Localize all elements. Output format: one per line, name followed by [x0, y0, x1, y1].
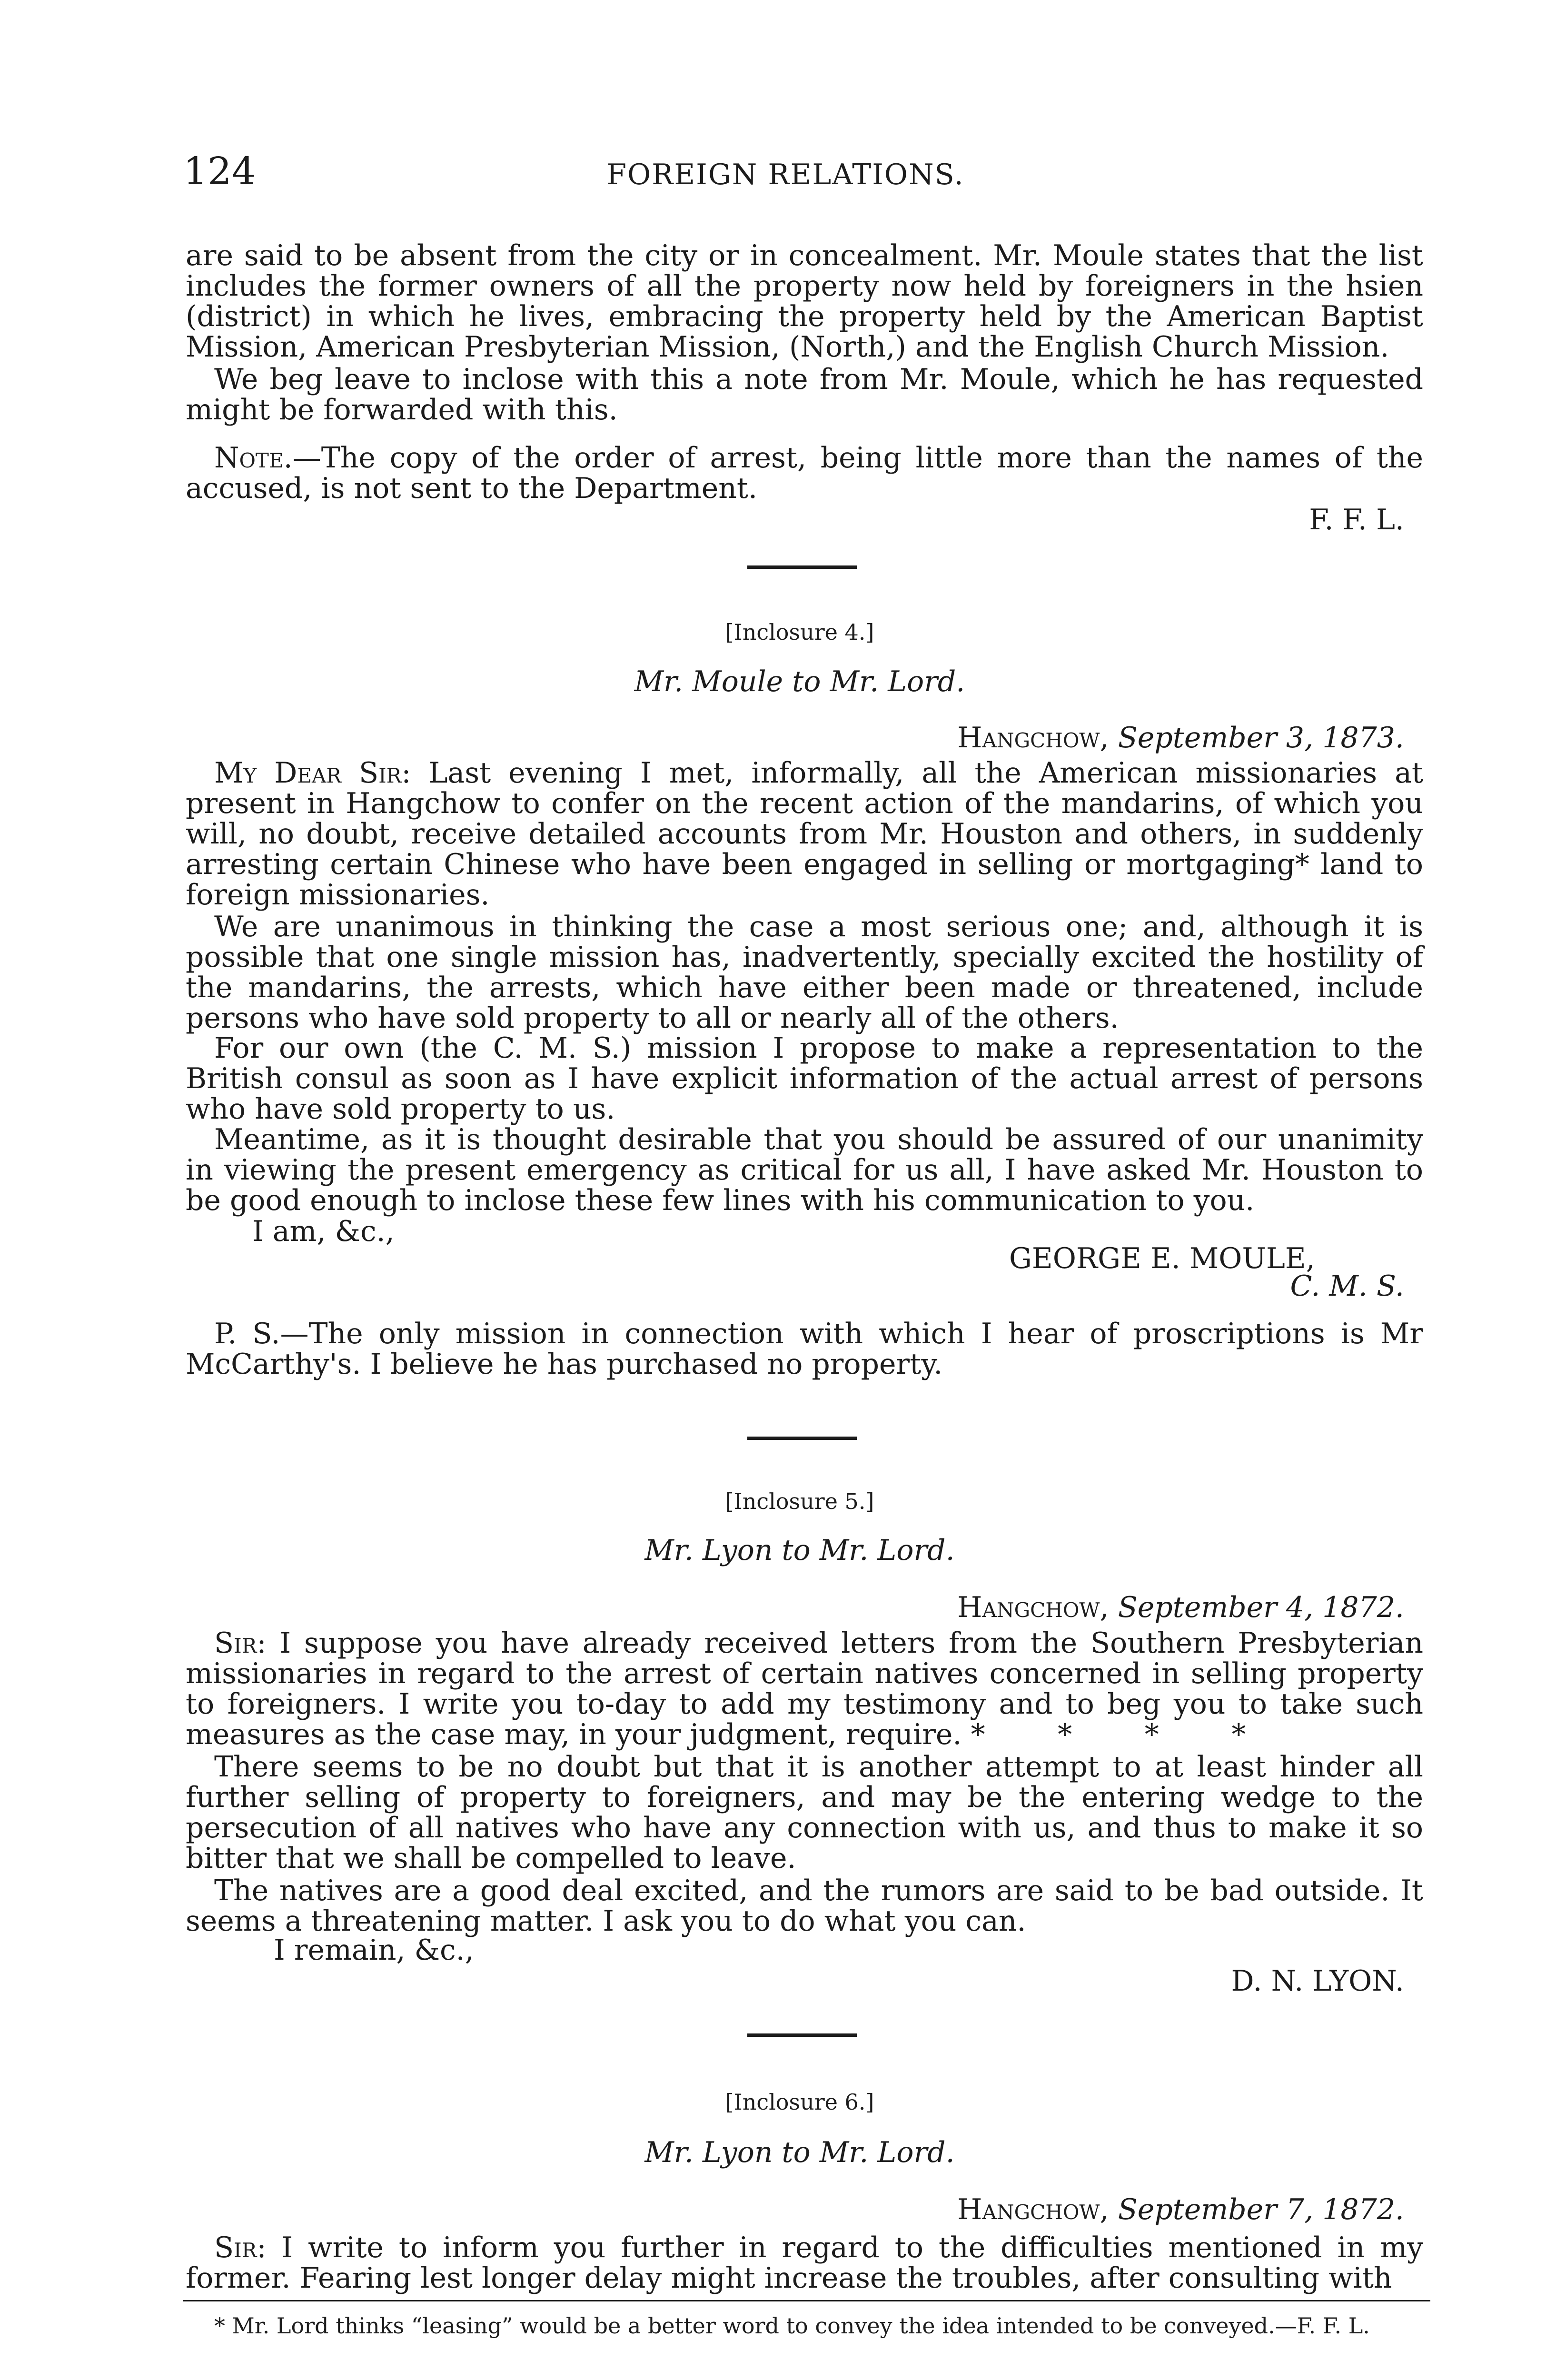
continuation-paragraph: are said to be absent from the city or in concealment. Mr. Moule states that the list includes the former owners of all the property now held by foreigners in the hsien (district) in which he lives, embracing the property held by the American Baptist Mission, American Presbyterian Mission, (North,) and the English Church Mission.	[186, 239, 1423, 364]
inclosure-5-p2: There seems to be no doubt but that it is another attempt to at least hinder all further selling of property to foreigners, and may be the entering wedge to the persecution of all natives who have any connection with us, and thus to make it so bitter that we shall be compelled to leave.	[186, 1750, 1423, 1875]
place: Hangchow,	[957, 1591, 1109, 1624]
inclosure-4-p3: For our own (the C. M. S.) mission I propose to make a representation to the British consul as soon as I have explicit information of the actual arrest of persons who have sold property to us.	[186, 1031, 1423, 1126]
inclosure-5-closing: I remain, &c.,	[274, 1934, 474, 1967]
inclosure-4-p1	[186, 758, 1423, 910]
inclosure-5-label: [Inclosure 5.]	[725, 1488, 874, 1514]
note-signature: F. F. L.	[1309, 503, 1404, 536]
footnote: * Mr. Lord thinks “leasing” would be a better word to convey the idea intended to be conveyed.—F. F. L.	[214, 2313, 1370, 2339]
section-divider	[747, 565, 857, 569]
inclosure-4-label: [Inclosure 4.]	[725, 619, 874, 645]
place: Hangchow,	[957, 2193, 1109, 2226]
footnote-rule	[183, 2300, 1430, 2301]
salutation: My Dear Sir:	[214, 756, 411, 790]
salutation: Sir:	[214, 2231, 267, 2264]
enclosure-paragraph: We beg leave to inclose with this a note from Mr. Moule, which he has requested might be forwarded with this.	[186, 363, 1423, 426]
p1-text: I suppose you have already received letters from the Southern Presbyterian missionaries in regard to the arrest of certain natives concerned in selling property to foreigners. I write you to-day to add my testimony and to beg you to take such measures as the case may, in your judgment, require.	[186, 1626, 1423, 1751]
inclosure-5-dateline	[809, 1592, 1404, 1623]
inclosure-5-signature: D. N. LYON.	[1231, 1964, 1404, 1998]
p1-text: I write to inform you further in regard to the difficulties mentioned in my former. Fearing lest longer delay might increase the troubles, after consulting with	[186, 2231, 1423, 2295]
page-number: 124	[183, 149, 256, 193]
date: September 3, 1873.	[1118, 721, 1404, 754]
date: September 4, 1872.	[1118, 1591, 1404, 1624]
inclosure-4-p2: We are unanimous in thinking the case a most serious one; and, although it is possible that one single mission has, inadvertently, specially excited the hostility of the mandarins, the arrests, which have either been made or threatened, include persons who have sold property to all or nearly all of the others.	[186, 910, 1423, 1035]
heading-text: Mr. Lyon to Mr. Lord.	[644, 2136, 955, 2169]
heading-text: Mr. Lyon to Mr. Lord.	[644, 1534, 955, 1567]
note-label: Note.	[214, 441, 293, 475]
note-text: —The copy of the order of arrest, being little more than the names of the accused, is not sent to the Department.	[186, 441, 1423, 505]
omission-stars: * * * *	[971, 1718, 1246, 1751]
inclosure-4-dateline	[809, 723, 1404, 753]
heading-text: Mr. Moule to Mr. Lord.	[634, 665, 965, 698]
signature-title-text: C. M. S.	[1290, 1269, 1404, 1303]
inclosure-4-heading	[500, 666, 1100, 697]
inclosure-4-signature: GEORGE E. MOULE,	[1009, 1242, 1315, 1275]
note-paragraph	[186, 443, 1423, 504]
p1-text: Last evening I met, informally, all the American missionaries at present in Hangchow to confer on the recent action of the mandarins, of which you will, no doubt, receive detailed accounts from Mr. Houston and others, in suddenly arresting certain Chinese who have been engaged in selling or mortgaging* land to foreign missionaries.	[186, 756, 1423, 912]
running-head: FOREIGN RELATIONS.	[606, 158, 964, 191]
inclosure-6-label: [Inclosure 6.]	[725, 2089, 874, 2115]
date: September 7, 1872.	[1118, 2193, 1404, 2226]
salutation: Sir:	[214, 1626, 267, 1660]
inclosure-4-signature-title	[1238, 1271, 1404, 1301]
section-divider	[747, 2033, 857, 2037]
place: Hangchow,	[957, 721, 1109, 754]
inclosure-4-postscript: P. S.—The only mission in connection with which I hear of proscriptions is Mr McCarthy's. I believe he has purchased no property.	[186, 1317, 1423, 1381]
inclosure-4-p4: Meantime, as it is thought desirable that you should be assured of our unanimity in viewing the present emergency as critical for us all, I have asked Mr. Houston to be good enough to inclose these few lines with his communication to you.	[186, 1123, 1423, 1217]
section-divider	[747, 1437, 857, 1440]
inclosure-6-dateline	[809, 2194, 1404, 2225]
inclosure-6-p1	[186, 2232, 1423, 2293]
inclosure-6-heading	[500, 2137, 1100, 2168]
inclosure-5-p1	[186, 1628, 1423, 1750]
inclosure-5-p3: The natives are a good deal excited, and the rumors are said to be bad outside. It seems a threatening matter. I ask you to do what you can.	[186, 1874, 1423, 1938]
inclosure-4-closing: I am, &c.,	[252, 1215, 395, 1248]
inclosure-5-heading	[500, 1535, 1100, 1566]
